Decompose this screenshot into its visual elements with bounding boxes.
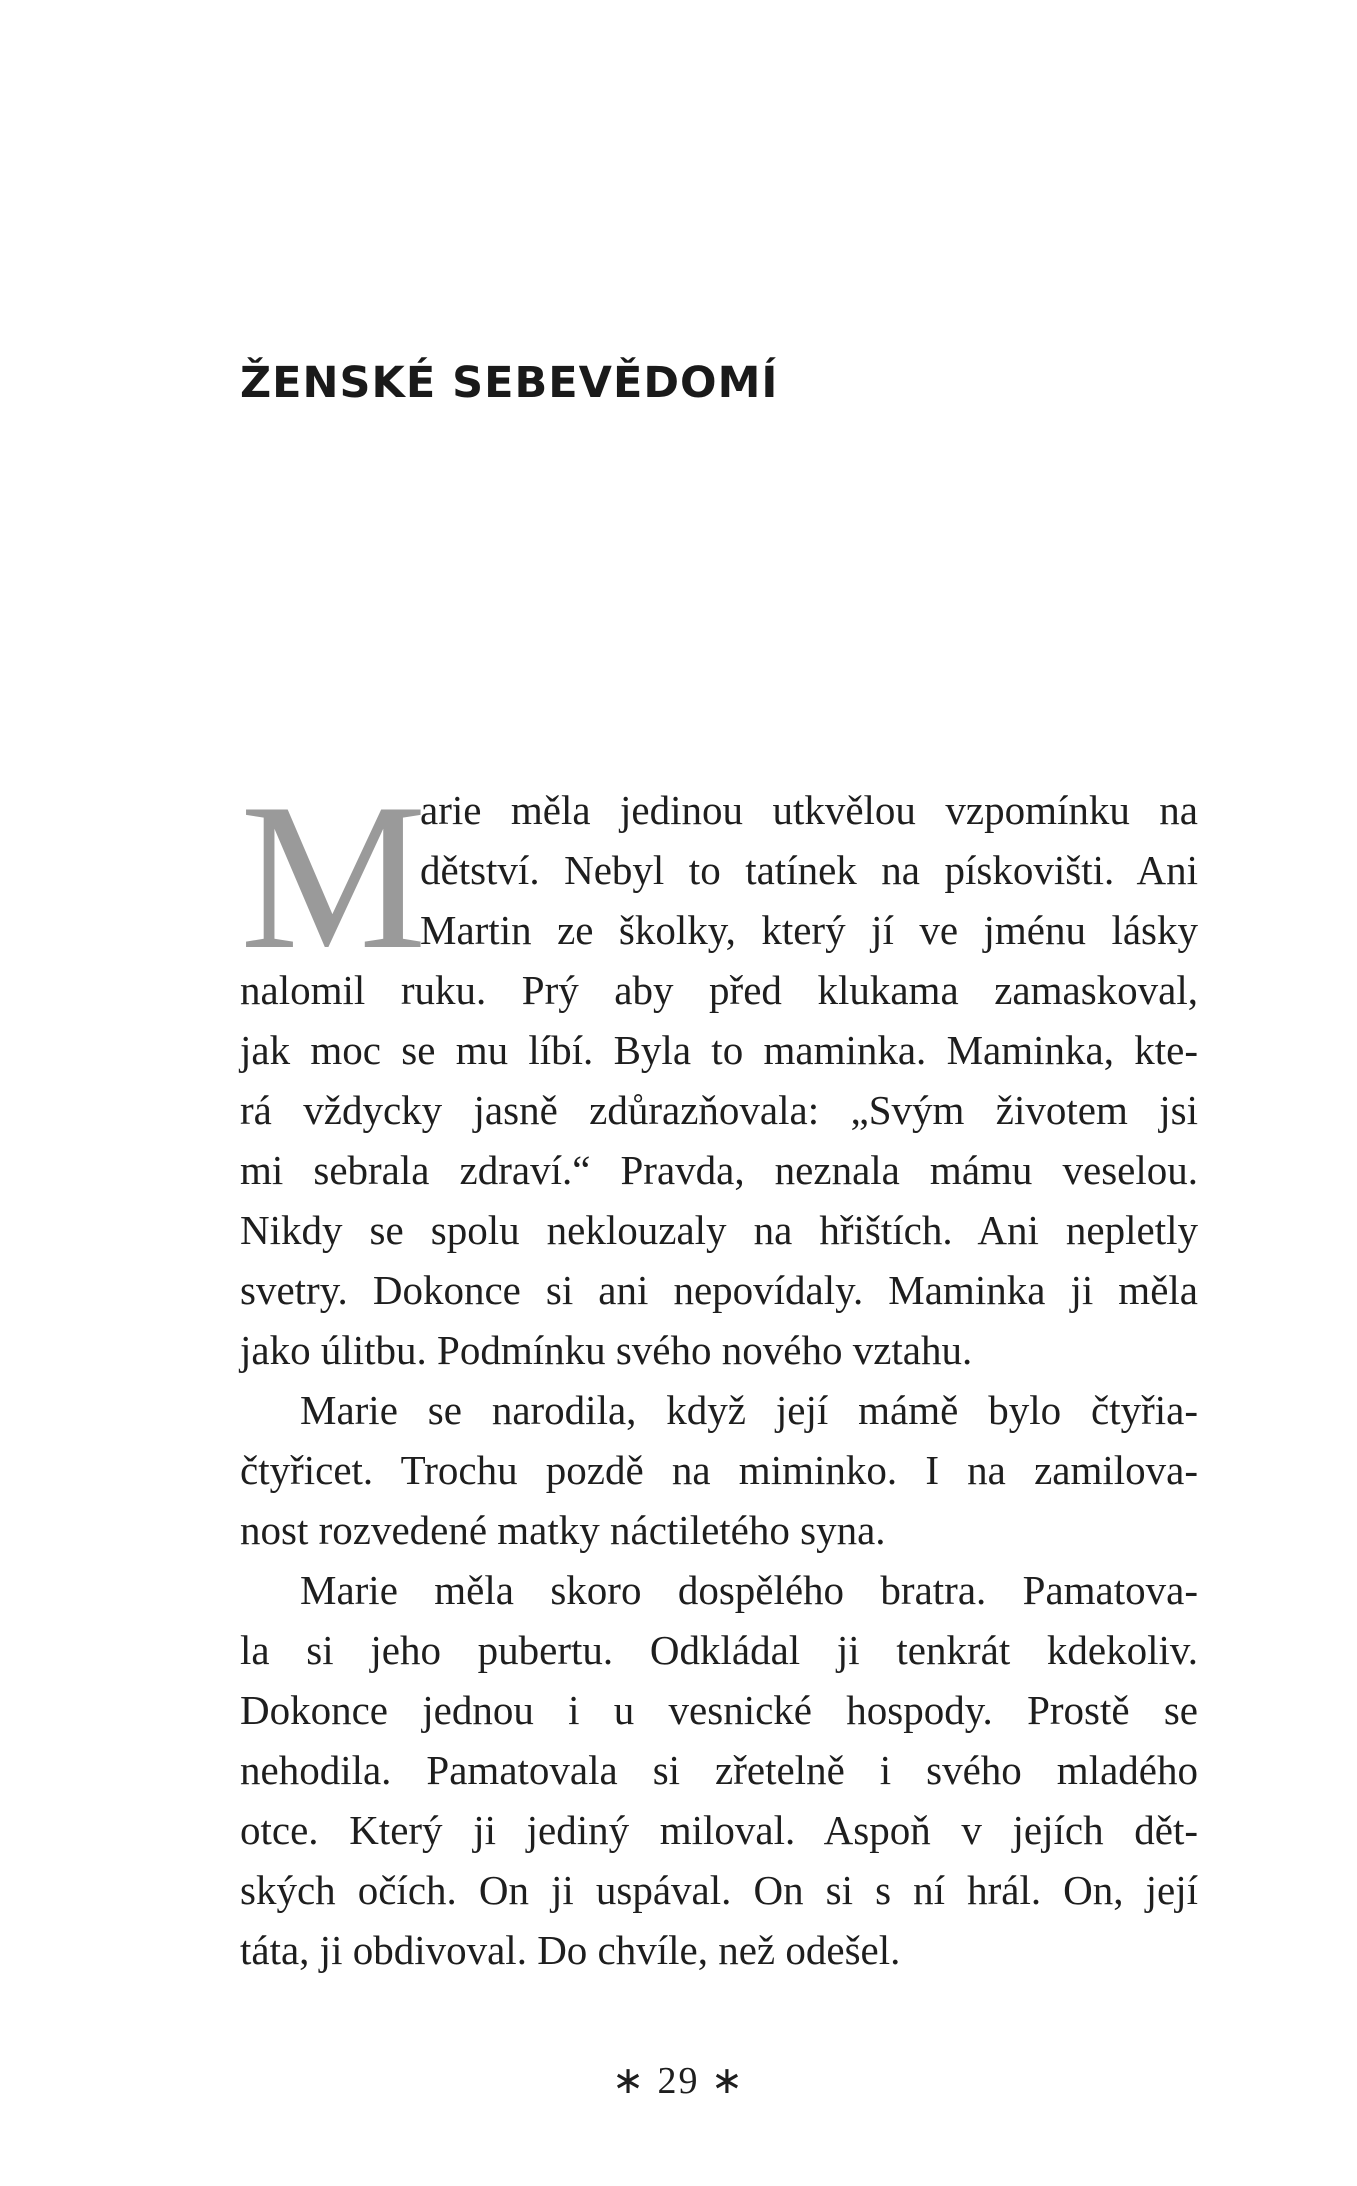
text-line: táta, ji obdivoval. Do chvíle, než odešel.: [240, 1927, 901, 1973]
text-line: dětství. Nebyl to tatínek na pískovišti. Ani: [420, 847, 1198, 893]
text-line: arie měla jedinou utkvělou vzpomínku na: [420, 787, 1198, 833]
text-line: Nikdy se spolu neklouzaly na hřištích. Ani nepletly: [240, 1207, 1198, 1253]
drop-cap: M: [240, 761, 427, 993]
text-line: jak moc se mu líbí. Byla to maminka. Maminka, kte-: [240, 1027, 1198, 1073]
text-line: la si jeho pubertu. Odkládal ji tenkrát kdekoliv.: [240, 1627, 1198, 1673]
text-line: nehodila. Pamatovala si zřetelně i svého mladého: [240, 1747, 1198, 1793]
text-line: čtyřicet. Trochu pozdě na miminko. I na zamilova-: [240, 1447, 1198, 1493]
text-line: Marie se narodila, když její mámě bylo čtyřia-: [300, 1387, 1198, 1433]
text-line: otce. Který ji jediný miloval. Aspoň v jejích dět-: [240, 1807, 1198, 1853]
text-line: ských očích. On ji uspával. On si s ní hrál. On, její: [240, 1867, 1198, 1913]
chapter-title: ŽENSKÉ SEBEVĚDOMÍ: [240, 358, 779, 408]
text-line: nost rozvedené matky náctiletého syna.: [240, 1507, 886, 1553]
text-line: rá vždycky jasně zdůrazňovala: „Svým životem jsi: [240, 1087, 1198, 1133]
text-line: jako úlitbu. Podmínku svého nového vztahu.: [240, 1327, 973, 1373]
text-line: Martin ze školky, který jí ve jménu lásky: [420, 907, 1198, 953]
chapter-body: [240, 761, 1198, 1980]
text-line: nalomil ruku. Prý aby před klukama zamaskoval,: [240, 967, 1198, 1013]
text-line: mi sebrala zdraví.“ Pravda, neznala mámu veselou.: [240, 1147, 1198, 1193]
page-number: ∗ 29 ∗: [612, 2060, 745, 2102]
text-line: Dokonce jednou i u vesnické hospody. Prostě se: [240, 1687, 1198, 1733]
text-line: Marie měla skoro dospělého bratra. Pamatova-: [300, 1567, 1198, 1613]
text-line: svetry. Dokonce si ani nepovídaly. Maminka ji měla: [240, 1267, 1198, 1313]
